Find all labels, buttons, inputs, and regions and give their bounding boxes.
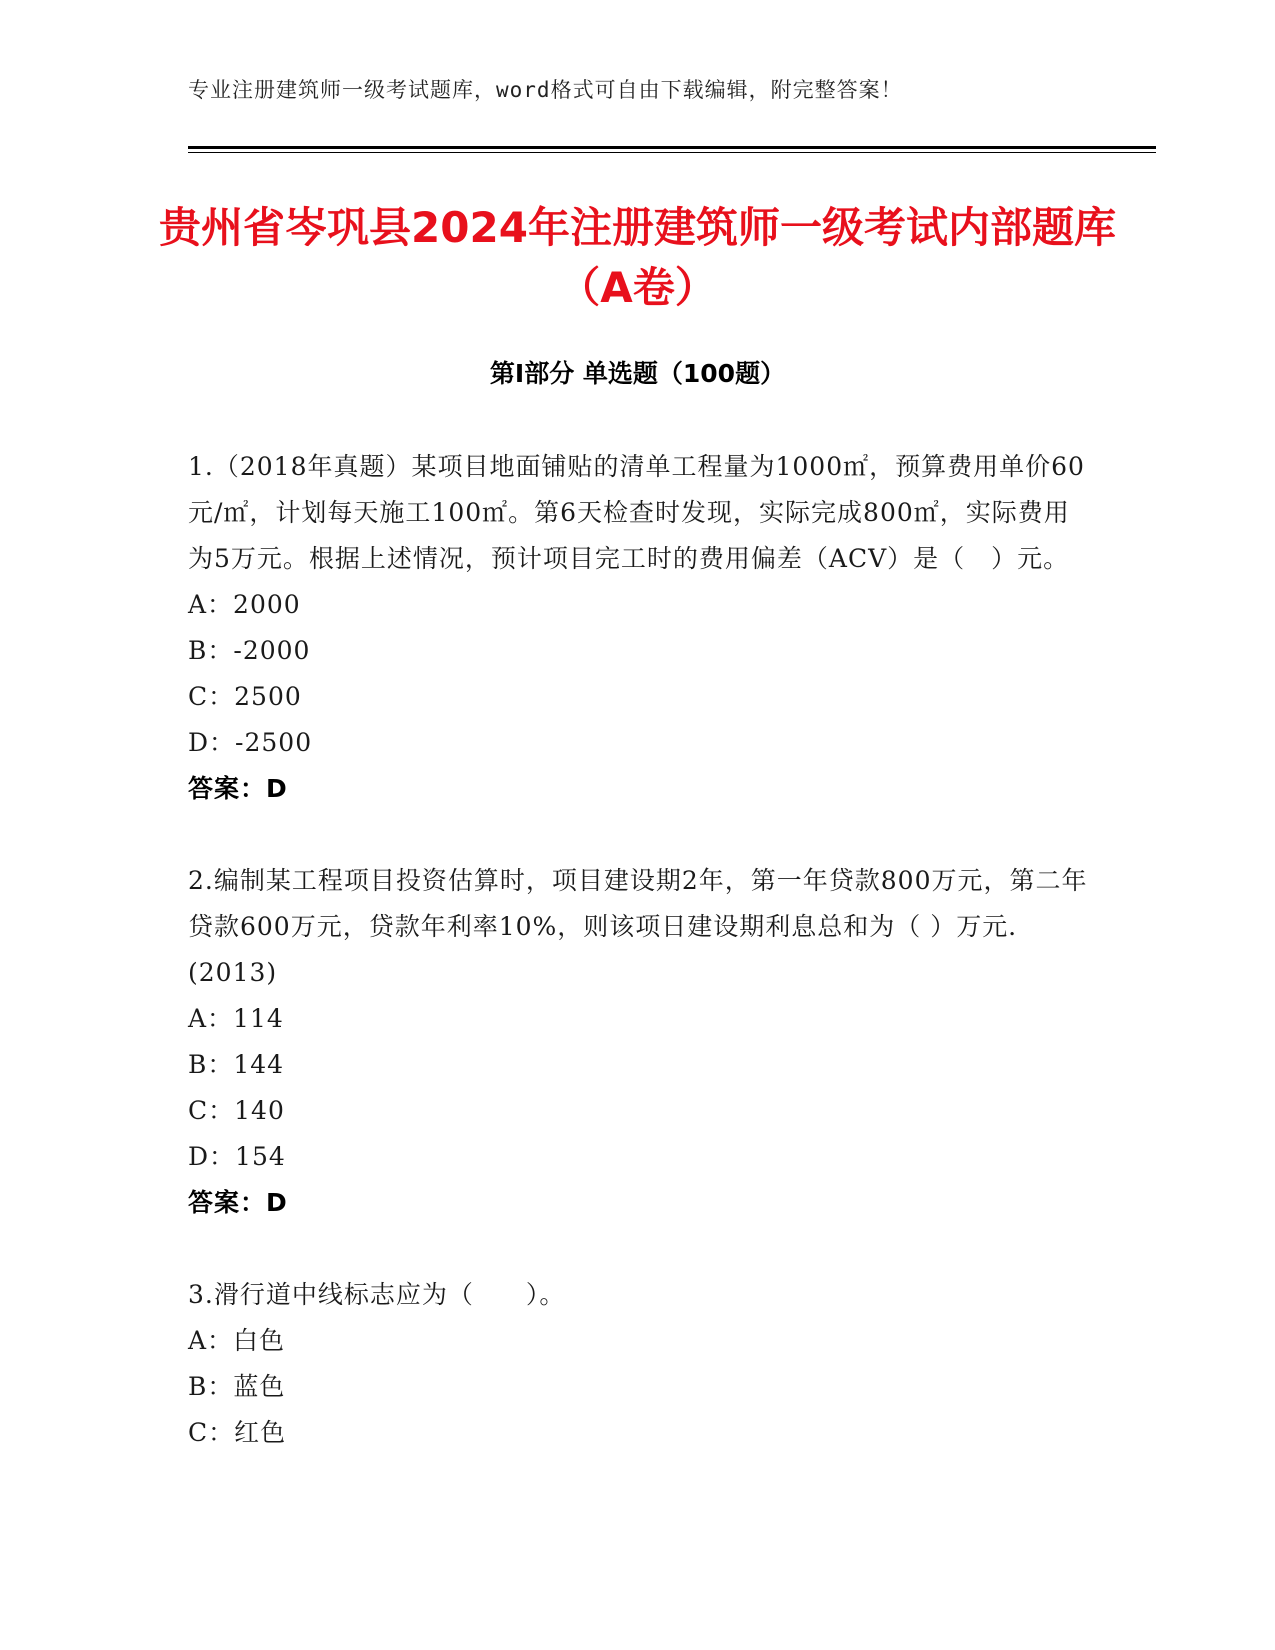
- question-stem: 2.编制某工程项目投资估算时，项目建设期2年，第一年贷款800万元，第二年贷款600万元，贷款年利率10%，则该项日建设期利息总和为（ ）万元． (2013): [188, 866, 1088, 987]
- option-c: C：140: [188, 1096, 285, 1125]
- option-b: B：蓝色: [188, 1372, 286, 1401]
- question-stem: 1.（2018年真题）某项目地面铺贴的清单工程量为1000㎡，预算费用单价60元/㎡，计划每天施工100㎡。第6天检查时发现，实际完成800㎡，实际费用为5万元。根据上述情况，预计项目完工时的费用偏差（ACV）是（ ）元。: [188, 452, 1085, 573]
- section-title: 第Ⅰ部分 单选题（100题）: [489, 359, 786, 388]
- option-a: A：2000: [188, 590, 301, 619]
- question-stem: 3.滑行道中线标志应为（ ）。: [188, 1280, 566, 1309]
- option-b: B：144: [188, 1050, 285, 1079]
- question-list: [188, 444, 1088, 1502]
- header-divider-thin: [188, 152, 1156, 153]
- question-2: [188, 858, 1088, 1226]
- answer-line: 答案：D: [188, 1188, 288, 1217]
- option-c: C：2500: [188, 682, 302, 711]
- option-a: A：白色: [188, 1326, 286, 1355]
- page-header: 专业注册建筑师一级考试题库，word格式可自由下载编辑，附完整答案！: [188, 78, 903, 102]
- option-b: B：-2000: [188, 636, 311, 665]
- option-c: C：红色: [188, 1418, 287, 1447]
- document-title: 贵州省岑巩县2024年注册建筑师一级考试内部题库（A卷）: [159, 203, 1116, 312]
- option-d: D：154: [188, 1142, 286, 1171]
- header-divider-thick: [188, 146, 1156, 149]
- question-1: [188, 444, 1088, 812]
- option-d: D：-2500: [188, 728, 313, 757]
- answer-line: 答案：D: [188, 774, 288, 803]
- option-a: A：114: [188, 1004, 284, 1033]
- question-3: [188, 1272, 1088, 1456]
